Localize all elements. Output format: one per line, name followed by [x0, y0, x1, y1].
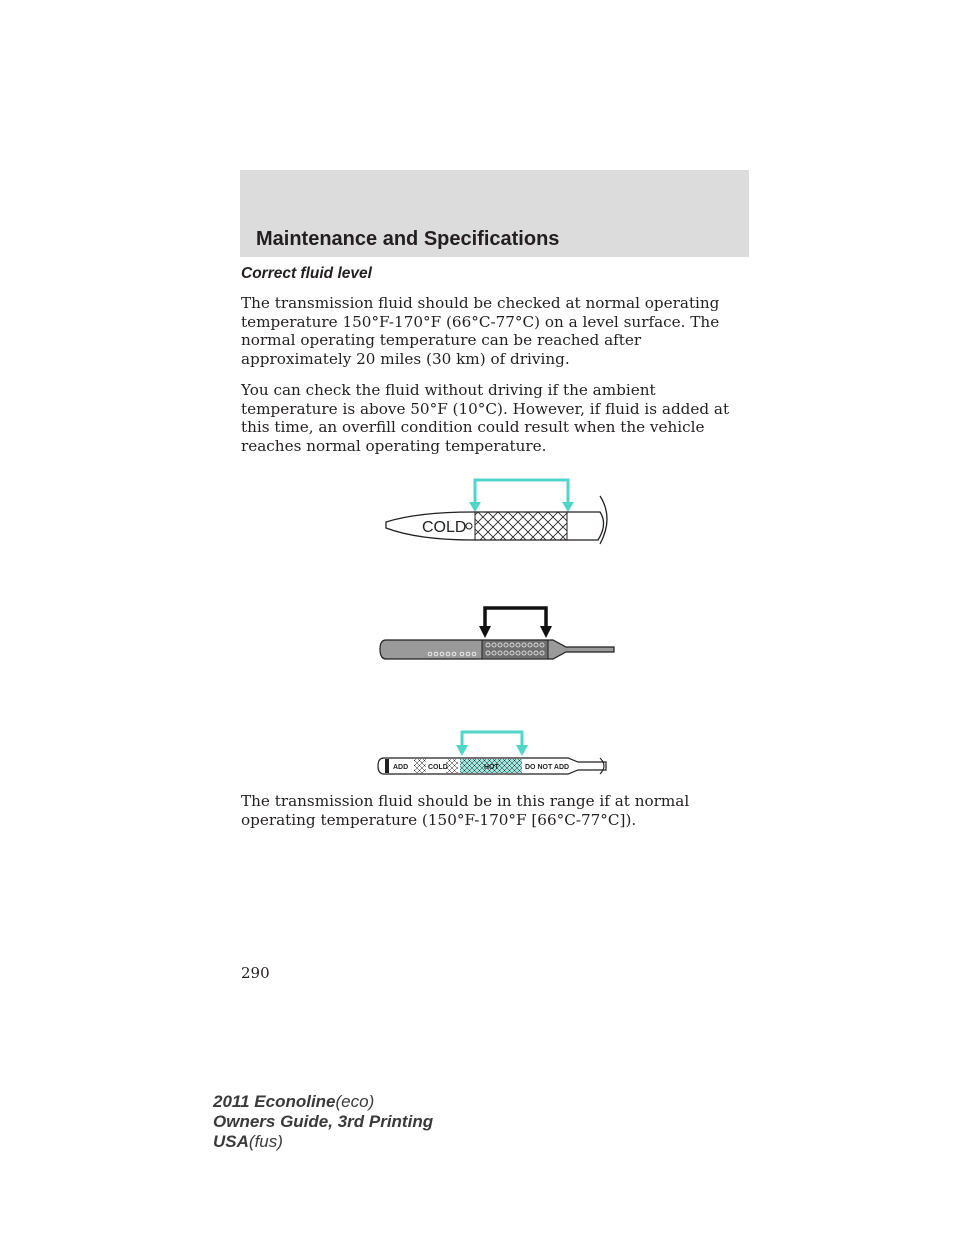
footer-market: USA	[213, 1132, 249, 1151]
header-band	[240, 170, 749, 257]
hot-label: HOT	[484, 764, 499, 771]
paragraph-ambient-check: You can check the fluid without driving if the ambient temperature is above 50°F (10°C). However, if fluid is added at this time, an overfill condition could result when the vehicle reaches normal operating temperature.	[241, 381, 730, 455]
section-heading: Correct fluid level	[241, 265, 372, 282]
page-number: 290	[241, 964, 270, 982]
hatched-range	[475, 512, 567, 540]
cold-label: COLD	[422, 519, 467, 536]
dipstick-labeled-figure	[372, 728, 622, 780]
footer-model-code: (eco)	[335, 1092, 375, 1111]
cold-label: COLD	[428, 764, 448, 771]
dipstick-cold-figure	[378, 472, 638, 552]
paragraph-fluid-range: The transmission fluid should be in this range if at normal operating temperature (150°F-170°F [66°C-77°C]).	[241, 792, 690, 829]
range-bracket	[462, 732, 522, 750]
footer-market-code: (fus)	[248, 1132, 283, 1151]
footer-guide: Owners Guide, 3rd Printing	[213, 1112, 434, 1131]
page-section-title: Maintenance and Specifications	[256, 228, 560, 250]
paragraph-operating-temperature: The transmission fluid should be checked at normal operating temperature 150°F-170°F (66°C-77°C) on a level surface. The normal operating temperature can be reached after approximately 20 miles (30 km) of driving.	[241, 294, 720, 368]
dipstick-dotted-figure	[378, 602, 618, 664]
document-footer	[213, 1092, 433, 1152]
footer-model: 2011 Econoline	[213, 1092, 336, 1111]
do-not-add-label: DO NOT ADD	[525, 764, 570, 771]
range-bracket	[475, 480, 568, 508]
range-bracket	[485, 608, 546, 630]
add-label: ADD	[393, 764, 409, 771]
